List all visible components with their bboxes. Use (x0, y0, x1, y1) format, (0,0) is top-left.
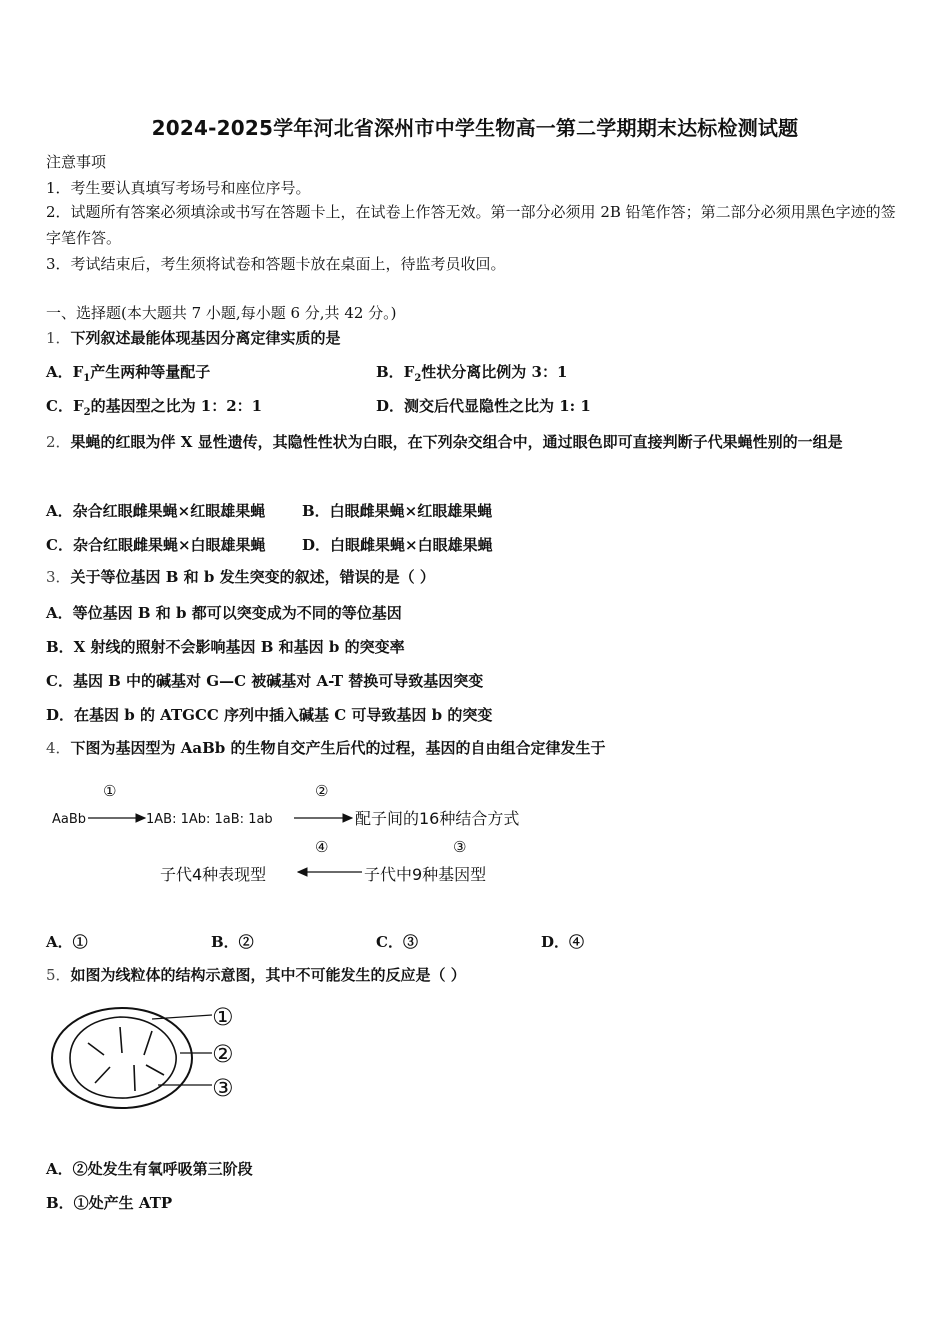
label-2: ② (212, 1040, 234, 1068)
gamete-combinations: 配子间的16种结合方式 (355, 809, 520, 828)
option-text: 的基因型之比为 1：2：1 (90, 397, 263, 415)
question-number: 4． (46, 739, 71, 757)
q1-option-b[interactable] (376, 361, 567, 384)
question-stem: 下图为基因型为 AaBb 的生物自交产生后代的过程，基因的自由组合定律发生于 (70, 739, 606, 757)
label-1: ① (212, 1003, 234, 1031)
q1-option-d[interactable]: D．测交后代显隐性之比为 1: 1 (376, 397, 591, 415)
question-stem: 关于等位基因 B 和 b 发生突变的叙述，错误的是（ ） (70, 568, 435, 586)
section-heading: 一、选择题(本大题共 7 小题,每小题 6 分,共 42 分。) (46, 304, 397, 322)
q4-option-d[interactable]: D．④ (541, 933, 585, 951)
q3-option-d[interactable]: D．在基因 b 的 ATGCC 序列中插入碱基 C 可导致基因 b 的突变 (46, 706, 493, 724)
q4-option-c[interactable]: C．③ (376, 933, 418, 951)
mitochondrion-diagram (40, 995, 260, 1125)
q5-option-a[interactable]: A．②处发生有氧呼吸第三阶段 (46, 1160, 253, 1178)
option-text: A．F (46, 363, 84, 381)
question-stem: 果蝇的红眼为伴 X 显性遗传，其隐性性状为白眼，在下列杂交组合中，通过眼色即可直接判断子代果蝇性别的一组是 (70, 433, 843, 451)
q2-option-c[interactable]: C．杂合红眼雌果蝇×白眼雄果蝇 (46, 536, 266, 554)
step-4-label: ④ (315, 838, 329, 856)
gamete-ratio: 1AB: 1Ab: 1aB: 1ab (146, 812, 273, 827)
q5-option-b[interactable]: B．①处产生 ATP (46, 1194, 173, 1212)
q3-option-c[interactable]: C．基因 B 中的碱基对 G—C 被碱基对 A-T 替换可导致基因突变 (46, 672, 484, 690)
genotype-start: AaBb (52, 812, 87, 827)
step-1-label: ① (103, 782, 117, 800)
inner-membrane (70, 1017, 176, 1098)
subscript: 1 (83, 373, 91, 384)
q2-option-b[interactable]: B．白眼雌果蝇×红眼雄果蝇 (302, 502, 493, 520)
question-2 (46, 424, 906, 460)
page-title: 2024-2025学年河北省深州市中学生物高一第二学期期末达标检测试题 (151, 116, 799, 140)
subscript: 2 (83, 407, 91, 418)
question-stem: 如图为线粒体的结构示意图，其中不可能发生的反应是（ ） (70, 966, 466, 984)
phenotypes-label: 子代4种表现型 (160, 865, 267, 884)
q4-option-a[interactable]: A．① (46, 933, 88, 951)
question-number: 1． (46, 329, 71, 347)
step-2-label: ② (315, 782, 329, 800)
subscript: 2 (414, 373, 422, 384)
genotypes-label: 子代中9种基因型 (364, 865, 487, 884)
notice-item-3: 3．考试结束后，考生须将试卷和答题卡放在桌面上，待监考员收回。 (46, 255, 506, 273)
option-text: B．F (376, 363, 415, 381)
q4-option-b[interactable]: B．② (211, 933, 254, 951)
inheritance-flow-diagram (0, 770, 600, 900)
step-3-label: ③ (453, 838, 467, 856)
notice-heading: 注意事项 (46, 153, 107, 171)
q1-option-c[interactable] (46, 395, 262, 418)
question-number: 5． (46, 966, 71, 984)
notice-item-1: 1．考生要认真填写考场号和座位序号。 (46, 179, 311, 197)
label-3: ③ (212, 1074, 234, 1102)
q3-option-a[interactable]: A．等位基因 B 和 b 都可以突变成为不同的等位基因 (46, 604, 402, 622)
question-number: 3． (46, 568, 71, 586)
q2-option-a[interactable]: A．杂合红眼雌果蝇×红眼雄果蝇 (46, 502, 266, 520)
question-4 (46, 738, 606, 758)
q2-option-d[interactable]: D．白眼雌果蝇×白眼雄果蝇 (302, 536, 493, 554)
question-3 (46, 567, 435, 587)
question-5 (46, 965, 466, 985)
question-1 (46, 328, 341, 348)
option-text: 性状分离比例为 3：1 (421, 363, 568, 381)
question-number: 2． (46, 433, 71, 451)
notice-item-2: 2．试题所有答案必须填涂或书写在答题卡上，在试卷上作答无效。第一部分必须用 2B 铅笔作答；第二部分必须用黑色字迹的签字笔作答。 (46, 203, 896, 247)
outer-membrane (52, 1008, 192, 1108)
question-stem: 下列叙述最能体现基因分离定律实质的是 (70, 329, 341, 347)
q3-option-b[interactable]: B．X 射线的照射不会影响基因 B 和基因 b 的突变率 (46, 638, 405, 656)
q1-option-a[interactable] (46, 361, 210, 384)
option-text: C．F (46, 397, 84, 415)
option-text: 产生两种等量配子 (90, 363, 211, 381)
